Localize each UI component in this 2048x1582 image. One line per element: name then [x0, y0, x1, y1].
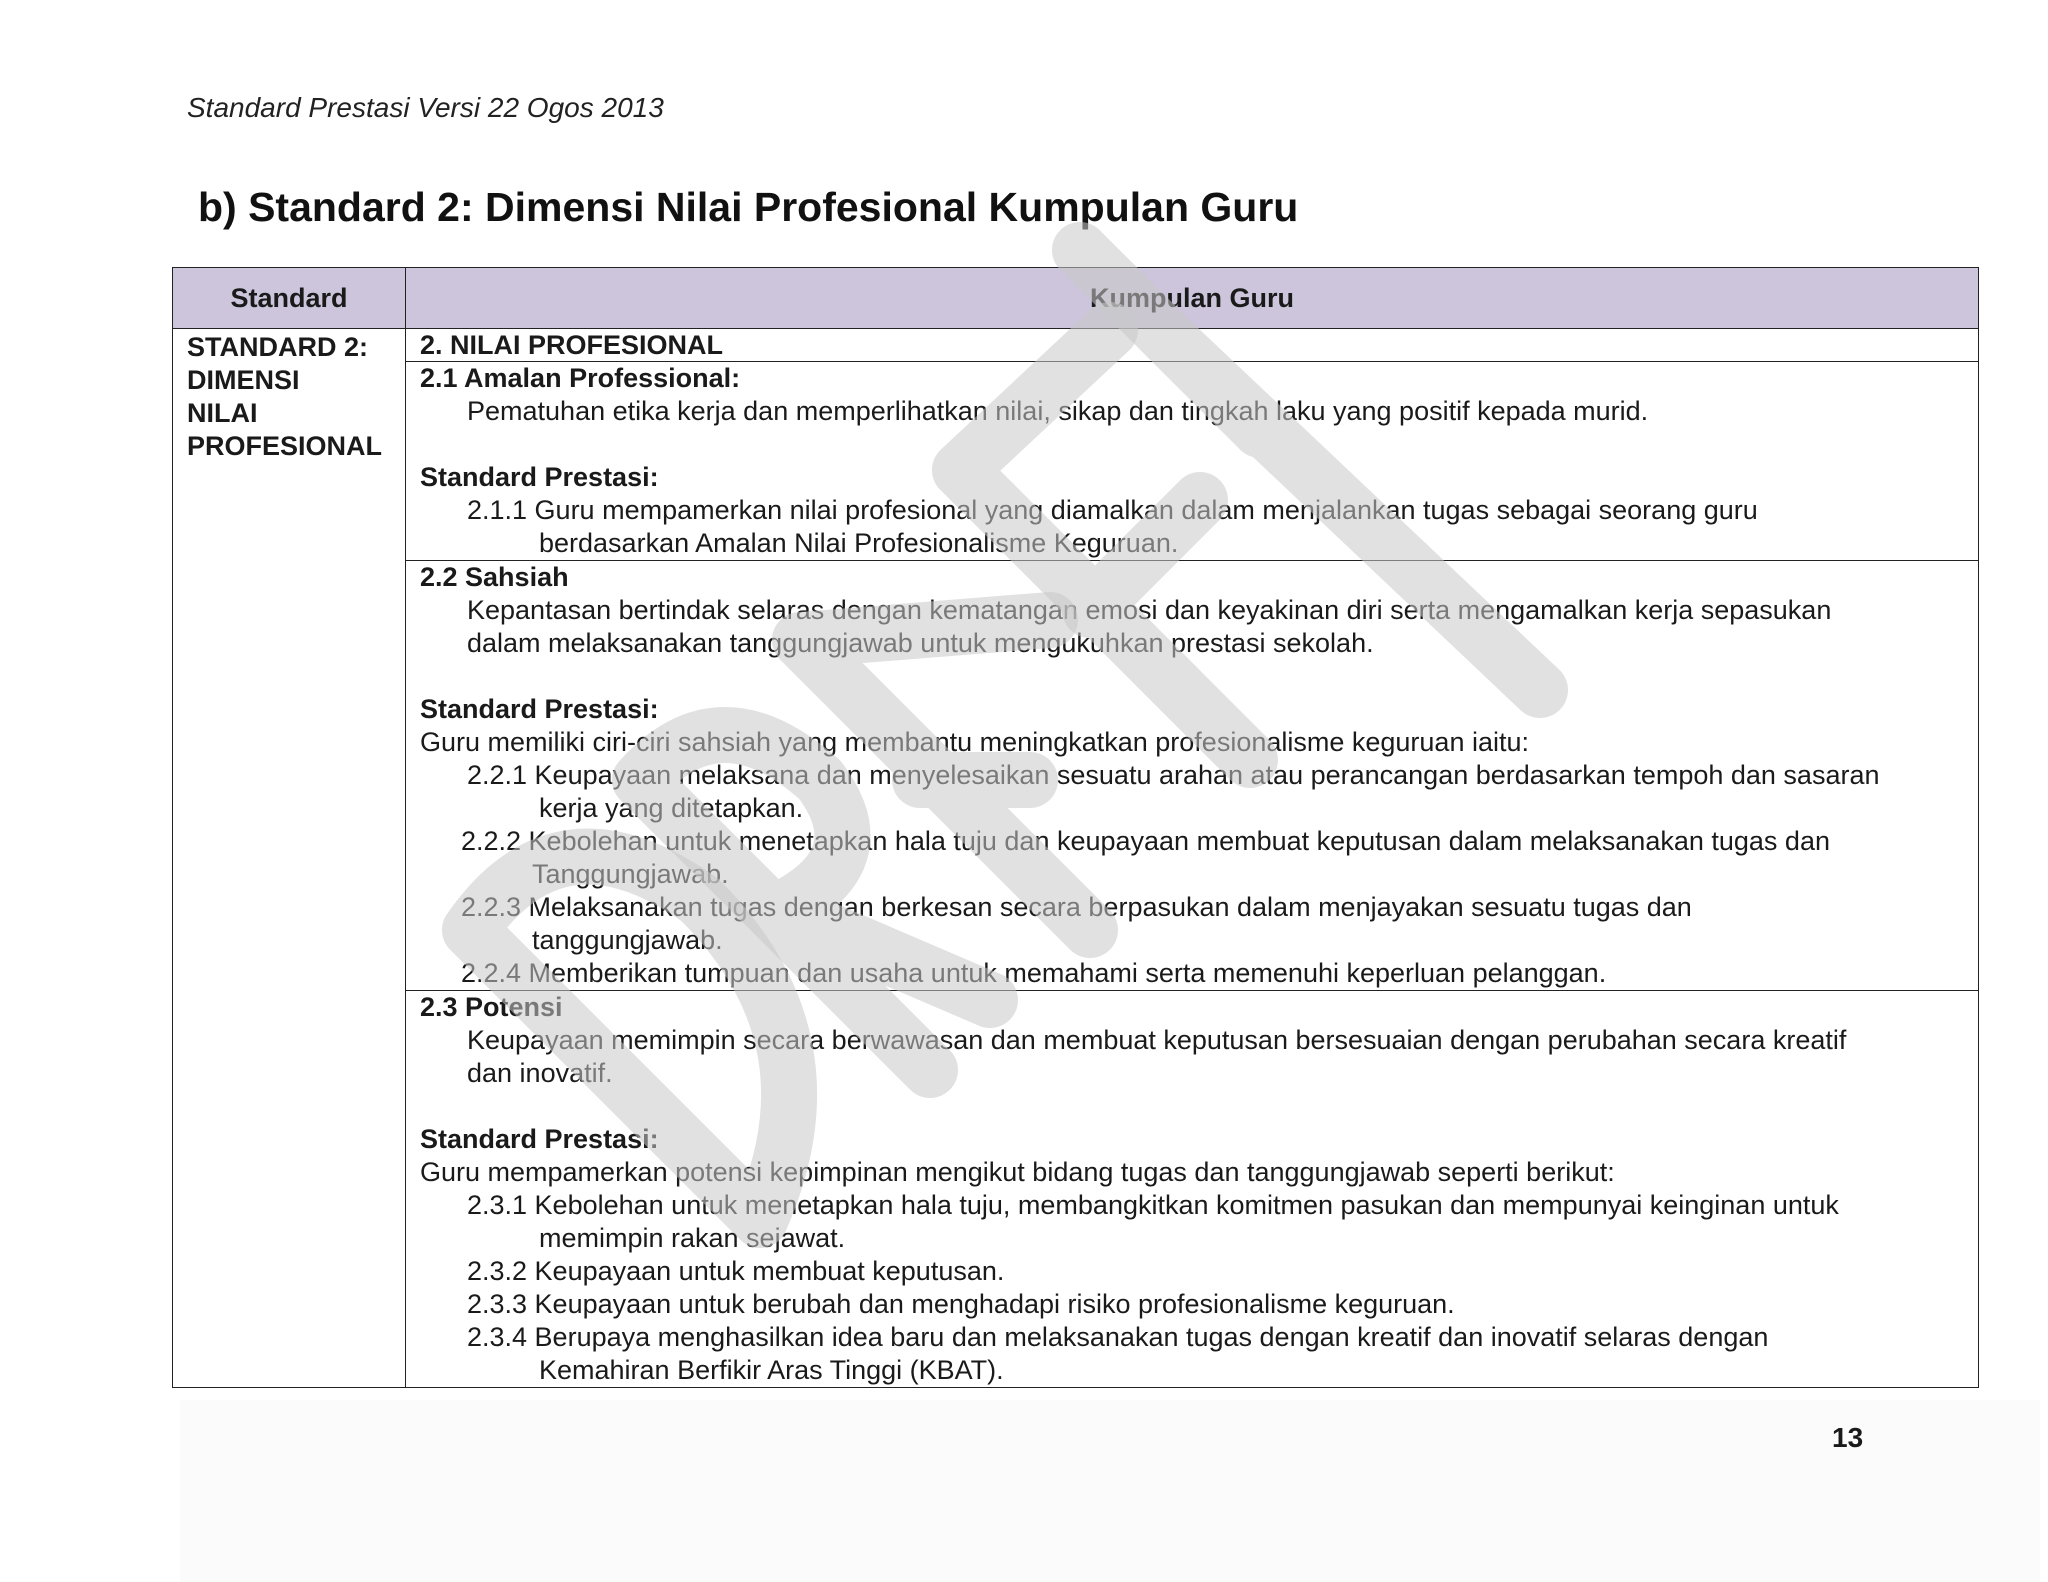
- list-item: 2.3.1 Kebolehan untuk menetapkan hala tuju, membangkitkan komitmen pasukan dan mempunyai keinginan untuk: [467, 1190, 1839, 1220]
- section-heading-2-3: 2.3 Potensi: [420, 992, 563, 1022]
- section-description: Kepantasan bertindak selaras dengan kematangan emosi dan keyakinan diri serta mengamalkan kerja sepasukan: [467, 595, 1832, 625]
- standard-line: DIMENSI: [187, 365, 300, 395]
- section-description: dan inovatif.: [467, 1058, 613, 1088]
- list-item: 2.3.4 Berupaya menghasilkan idea baru dan melaksanakan tugas dengan kreatif dan inovatif selaras dengan: [467, 1322, 1769, 1352]
- standard-prestasi-intro: Guru memiliki ciri-ciri sahsiah yang membantu meningkatkan profesionalisme keguruan iaitu:: [420, 727, 1529, 757]
- standard-prestasi-label: Standard Prestasi:: [420, 462, 659, 492]
- list-item: 2.3.2 Keupayaan untuk membuat keputusan.: [467, 1256, 1005, 1286]
- standard-prestasi-label: Standard Prestasi:: [420, 1124, 659, 1154]
- standard-line: STANDARD 2:: [187, 332, 368, 362]
- section-2-2: [406, 561, 1979, 991]
- standard-table: [172, 267, 1979, 1388]
- section-2-1: [406, 362, 1979, 561]
- section-heading-2-1: 2.1 Amalan Professional:: [420, 363, 741, 393]
- running-header: Standard Prestasi Versi 22 Ogos 2013: [187, 92, 664, 123]
- standard-prestasi-intro: Guru mempamerkan potensi kepimpinan mengikut bidang tugas dan tanggungjawab seperti berikut:: [420, 1157, 1615, 1187]
- list-item: 2.2.4 Memberikan tumpuan dan usaha untuk memahami serta memenuhi keperluan pelanggan.: [461, 958, 1607, 988]
- list-item: 2.2.3 Melaksanakan tugas dengan berkesan secara berpasukan dalam menjayakan sesuatu tugas dan: [461, 892, 1692, 922]
- list-item-continuation: Tanggungjawab.: [532, 859, 729, 889]
- section-2-3: [406, 991, 1979, 1388]
- section-heading: 2. NILAI PROFESIONAL: [406, 329, 1979, 362]
- list-item: 2.2.1 Keupayaan melaksana dan menyelesaikan sesuatu arahan atau perancangan berdasarkan tempoh dan sasaran: [467, 760, 1880, 790]
- standard-label-cell: [173, 329, 406, 1388]
- page-title: b) Standard 2: Dimensi Nilai Profesional Kumpulan Guru: [198, 184, 1299, 230]
- standard-prestasi-label: Standard Prestasi:: [420, 694, 659, 724]
- list-item-continuation: berdasarkan Amalan Nilai Profesionalisme Keguruan.: [539, 528, 1179, 558]
- section-description: dalam melaksanakan tanggungjawab untuk mengukuhkan prestasi sekolah.: [467, 628, 1374, 658]
- section-heading-2-2: 2.2 Sahsiah: [420, 562, 569, 592]
- list-item: 2.3.3 Keupayaan untuk berubah dan menghadapi risiko profesionalisme keguruan.: [467, 1289, 1455, 1319]
- section-description: Pematuhan etika kerja dan memperlihatkan nilai, sikap dan tingkah laku yang positif kepada murid.: [467, 396, 1649, 426]
- list-item-continuation: Kemahiran Berfikir Aras Tinggi (KBAT).: [539, 1355, 1004, 1385]
- col-header-kumpulan-guru: Kumpulan Guru: [406, 268, 1979, 329]
- list-item: 2.1.1 Guru mempamerkan nilai profesional yang diamalkan dalam menjalankan tugas sebagai seorang guru: [467, 495, 1758, 525]
- list-item-continuation: tanggungjawab.: [532, 925, 723, 955]
- list-item: 2.2.2 Kebolehan untuk menetapkan hala tuju dan keupayaan membuat keputusan dalam melaksanakan tugas dan: [461, 826, 1830, 856]
- standard-line: NILAI: [187, 398, 258, 428]
- standard-line: PROFESIONAL: [187, 431, 383, 461]
- list-item-continuation: memimpin rakan sejawat.: [539, 1223, 846, 1253]
- list-item-continuation: kerja yang ditetapkan.: [539, 793, 804, 823]
- page-number: 13: [1832, 1422, 1864, 1453]
- col-header-standard: Standard: [173, 268, 406, 329]
- section-description: Keupayaan memimpin secara berwawasan dan membuat keputusan bersesuaian dengan perubahan secara kreatif: [467, 1025, 1847, 1055]
- footer-shade: [180, 1400, 2040, 1582]
